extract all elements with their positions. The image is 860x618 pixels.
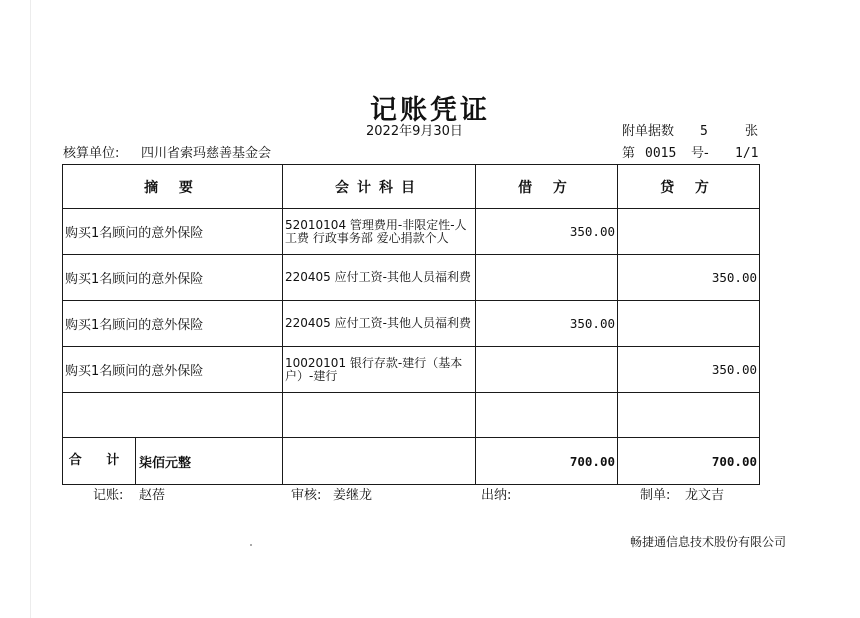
page-indicator: 1/1: [735, 146, 759, 161]
row-debit: 350.00: [476, 301, 618, 347]
attachments-unit: 张: [745, 124, 759, 139]
table-row: [63, 347, 760, 393]
row-summary: 购买1名顾问的意外保险: [63, 347, 283, 393]
bookkeeper-name: 赵蓓: [139, 488, 166, 503]
column-header-credit: 贷 方: [618, 165, 760, 209]
voucher-table: [62, 164, 760, 485]
reviewer-name: 姜继龙: [333, 488, 373, 503]
table-row: [63, 209, 760, 255]
total-debit: 700.00: [476, 438, 618, 485]
total-spacer: [283, 438, 476, 485]
row-account: 220405 应付工资-其他人员福利费: [283, 301, 476, 347]
row-credit: 350.00: [618, 347, 760, 393]
row-debit: 350.00: [476, 209, 618, 255]
unit-name: 四川省索玛慈善基金会: [141, 146, 272, 161]
preparer-label: 制单:: [640, 488, 671, 503]
empty-cell: [476, 393, 618, 438]
scan-speck: [250, 544, 252, 546]
table-row: [63, 301, 760, 347]
row-debit: [476, 347, 618, 393]
voucher-title: 记账凭证: [370, 95, 490, 126]
bookkeeper-label: 记账:: [93, 488, 124, 503]
column-header-summary: 摘 要: [63, 165, 283, 209]
row-account: 220405 应付工资-其他人员福利费: [283, 255, 476, 301]
voucher-number: 0015: [645, 146, 677, 161]
empty-row: [63, 393, 760, 438]
table-header: [63, 165, 760, 209]
row-credit: [618, 209, 760, 255]
total-label: 合 计: [63, 438, 136, 484]
company-name: 畅捷通信息技术股份有限公司: [630, 535, 787, 549]
empty-cell: [618, 393, 760, 438]
row-summary: 购买1名顾问的意外保险: [63, 301, 283, 347]
empty-cell: [63, 393, 283, 438]
reviewer-label: 审核:: [291, 488, 322, 503]
total-credit: 700.00: [618, 438, 760, 485]
row-summary: 购买1名顾问的意外保险: [63, 255, 283, 301]
preparer-name: 龙文吉: [685, 488, 725, 503]
row-debit: [476, 255, 618, 301]
number-suffix: 号-: [691, 146, 709, 161]
voucher-date: 2022年9月30日: [366, 124, 463, 139]
row-credit: 350.00: [618, 255, 760, 301]
attachments-label: 附单据数: [622, 124, 675, 139]
table-row: [63, 255, 760, 301]
total-in-words: 柒佰元整: [139, 455, 192, 471]
total-row: [63, 438, 760, 485]
row-account: 52010104 管理费用-非限定性-人工费 行政事务部 爱心捐款个人: [283, 209, 476, 255]
column-header-debit: 借 方: [476, 165, 618, 209]
row-credit: [618, 301, 760, 347]
unit-label: 核算单位:: [63, 146, 120, 161]
row-summary: 购买1名顾问的意外保险: [63, 209, 283, 255]
attachments-count: 5: [700, 124, 708, 139]
number-prefix: 第: [622, 146, 636, 161]
empty-cell: [283, 393, 476, 438]
row-account: 10020101 银行存款-建行（基本户）-建行: [283, 347, 476, 393]
cashier-label: 出纳:: [481, 488, 512, 503]
total-cell: [63, 438, 283, 485]
column-header-account: 会计科目: [283, 165, 476, 209]
